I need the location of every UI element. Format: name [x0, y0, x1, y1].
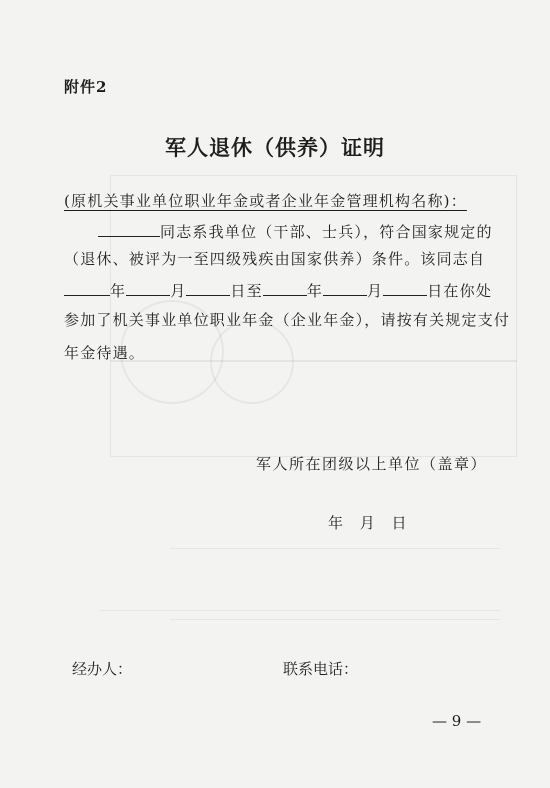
- end-year-label: 年: [306, 282, 324, 300]
- body-line-3-dates: [64, 280, 492, 301]
- body-line-5: 年金待遇。: [64, 344, 146, 362]
- end-month-label: 月: [367, 282, 384, 300]
- start-day-blank[interactable]: [186, 281, 230, 296]
- end-day-label: 日: [427, 282, 444, 300]
- start-year-blank[interactable]: [64, 281, 110, 296]
- document-title: 军人退休（供养）证明: [165, 135, 385, 160]
- body-line-1: [64, 221, 493, 242]
- bleed-through-seal-2: [210, 320, 294, 404]
- attachment-label: 附件2: [64, 78, 108, 96]
- handler-label: 经办人：: [72, 660, 133, 678]
- signature-date: 年 月 日: [328, 514, 407, 532]
- start-day-label: 日: [230, 282, 247, 300]
- name-blank[interactable]: [98, 222, 160, 237]
- contact-phone-label: 联系电话：: [283, 660, 359, 678]
- end-day-blank[interactable]: [383, 281, 427, 296]
- addressee-line: (原机关事业单位职业年金或者企业年金管理机构名称)：: [64, 192, 467, 210]
- page-number: — 9 —: [432, 712, 482, 730]
- start-month-label: 月: [170, 282, 187, 300]
- to-label: 至: [246, 282, 263, 300]
- end-month-blank[interactable]: [323, 281, 367, 296]
- start-year-label: 年: [110, 282, 127, 300]
- issuing-unit-seal-line: 军人所在团级以上单位（盖章）: [256, 455, 488, 473]
- body-line-2: （退休、被评为一至四级残疾由国家供养）条件。该同志自: [64, 250, 486, 268]
- end-year-blank[interactable]: [263, 281, 307, 296]
- body-line-1-text: 同志系我单位（干部、士兵），符合国家规定的: [160, 223, 493, 241]
- body-line-4: 参加了机关事业单位职业年金（企业年金），请按有关规定支付: [64, 311, 511, 329]
- start-month-blank[interactable]: [126, 281, 170, 296]
- at-your-place-text: 在你处: [443, 282, 493, 300]
